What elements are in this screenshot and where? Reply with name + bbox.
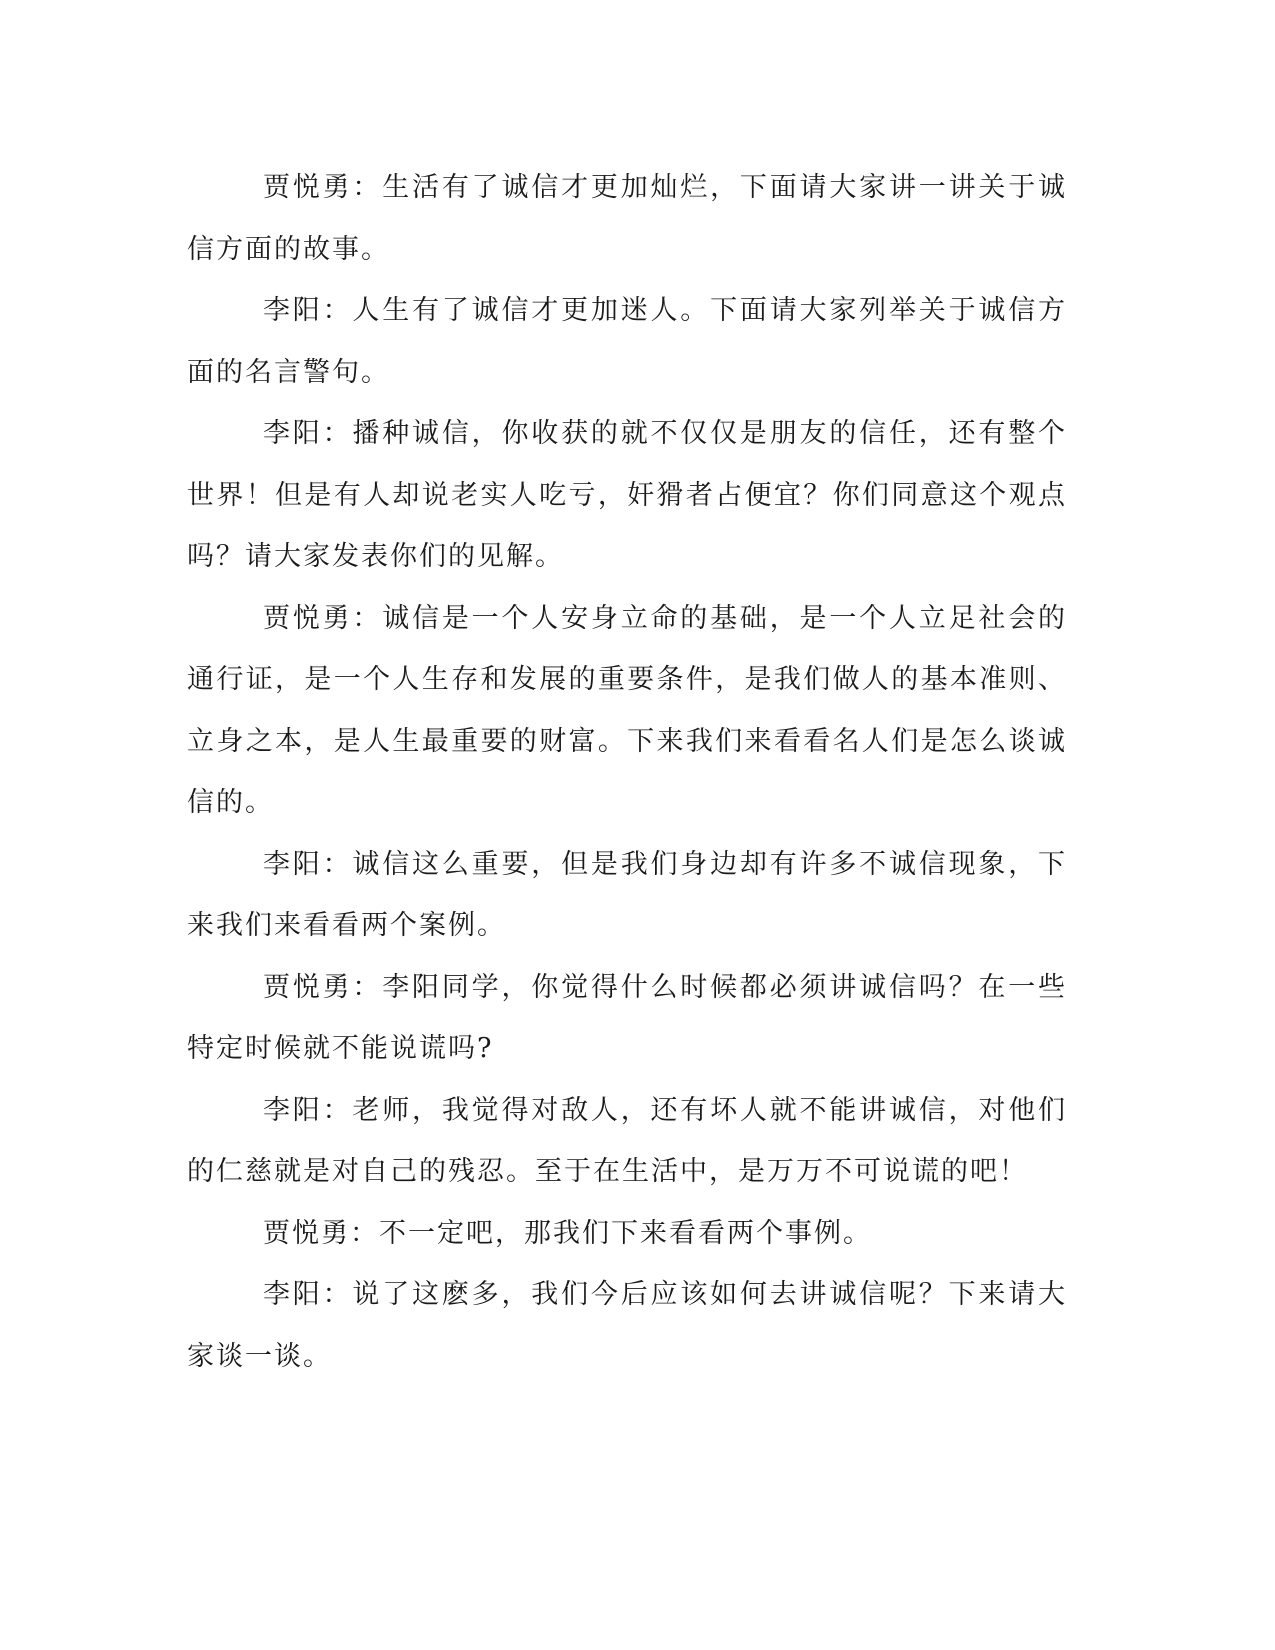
paragraph-7: 李阳：老师，我觉得对敌人，还有坏人就不能讲诚信，对他们的仁慈就是对自己的残忍。至于在生活中，是万万不可说谎的吧！	[187, 1094, 1067, 1187]
dialogue-text	[187, 157, 1067, 1387]
paragraph-9: 李阳：说了这麽多，我们今后应该如何去讲诚信呢？下来请大家谈一谈。	[187, 1279, 1067, 1372]
paragraph-4: 贾悦勇：诚信是一个人安身立命的基础，是一个人立足社会的通行证，是一个人生存和发展的重要条件，是我们做人的基本准则、立身之本，是人生最重要的财富。下来我们来看看名人们是怎么谈诚信的。	[187, 602, 1067, 818]
paragraph-2: 李阳：人生有了诚信才更加迷人。下面请大家列举关于诚信方面的名言警句。	[187, 295, 1067, 388]
paragraph-8: 贾悦勇：不一定吧，那我们下来看看两个事例。	[263, 1217, 872, 1249]
paragraph-5: 李阳：诚信这么重要，但是我们身边却有许多不诚信现象，下来我们来看看两个案例。	[187, 848, 1067, 941]
paragraph-1: 贾悦勇：生活有了诚信才更加灿烂，下面请大家讲一讲关于诚信方面的故事。	[187, 172, 1067, 265]
paragraph-6: 贾悦勇：李阳同学，你觉得什么时候都必须讲诚信吗？在一些特定时候就不能说谎吗?	[187, 971, 1067, 1064]
paragraph-3: 李阳：播种诚信，你收获的就不仅仅是朋友的信任，还有整个世界！但是有人却说老实人吃亏，奸猾者占便宜？你们同意这个观点吗？请大家发表你们的见解。	[187, 418, 1067, 572]
